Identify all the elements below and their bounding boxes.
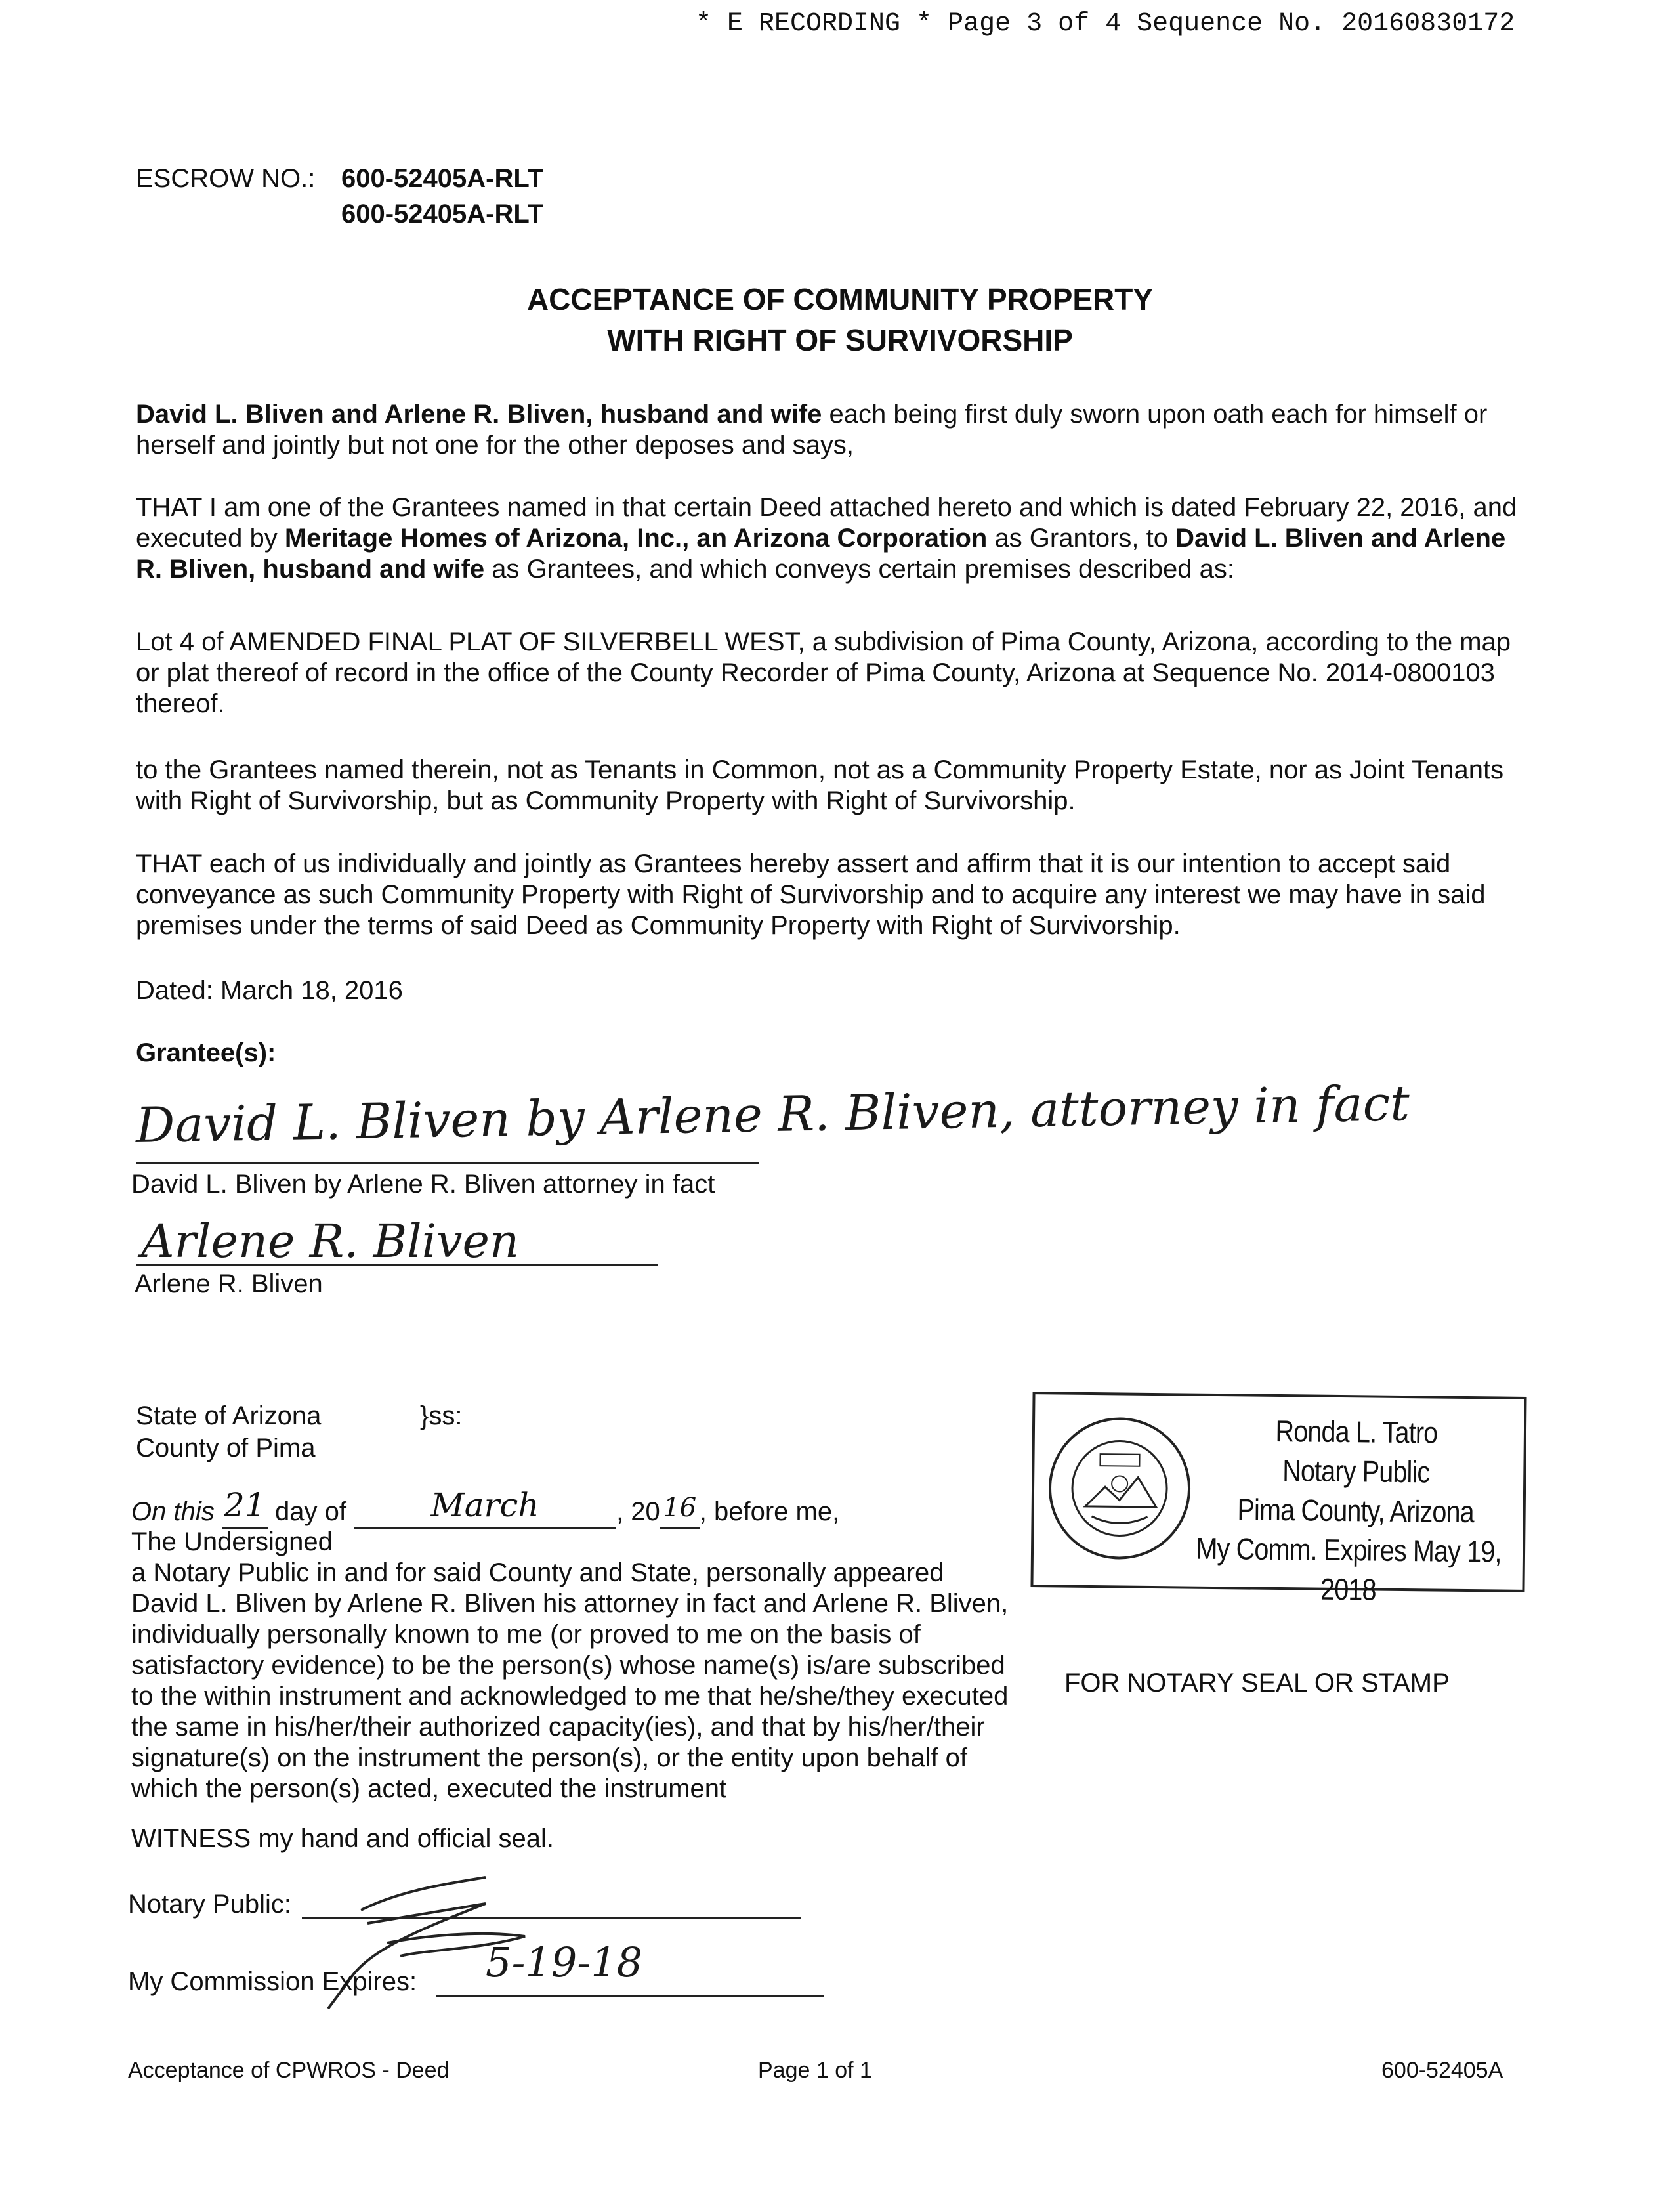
stamp-notary-county: Pima County, Arizona — [1237, 1492, 1475, 1529]
day-of-label: day of — [274, 1497, 346, 1526]
commission-expires-line — [436, 1995, 824, 1997]
deed-text-e: as Grantees, and which conveys certain premises described as: — [484, 555, 1234, 584]
signature-david-by-attorney: David L. Bliven by Arlene R. Bliven, attorney in fact — [135, 1075, 1410, 1154]
deed-text-a: THAT I am one of the Grantees named in that certain Deed attached hereto and which is dated February 22, 2016, and executed by — [136, 493, 1517, 553]
escrow-label: ESCROW NO.: — [136, 164, 316, 193]
notary-ss: }ss: — [420, 1401, 463, 1430]
paragraph-affirmation: THAT each of us individually and jointly as Grantees hereby assert and affirm that it is our intention to accept said conveyance as such Community Property with Right of Survivorship and to acquire any interest we may have in said premises under the terms of said Deed as Community Property with Right of Survivorship. — [136, 849, 1486, 940]
paragraph-tenancy: to the Grantees named therein, not as Tenants in Common, not as a Community Property Estate, nor as Joint Tenants with Right of Survivorship, but as Community Property with Right of Survivorship. — [136, 756, 1504, 815]
on-this-label: On this — [131, 1497, 215, 1526]
notary-witness: WITNESS my hand and official seal. — [131, 1824, 554, 1853]
signature-caption-1: David L. Bliven by Arlene R. Bliven attorney in fact — [131, 1170, 715, 1199]
notary-public-signature-line — [302, 1917, 801, 1919]
year-value: 16 — [663, 1493, 697, 1523]
paragraph-deed-reference — [136, 492, 1521, 585]
deponent-names: David L. Bliven and Arlene R. Bliven, husband and wife — [136, 400, 822, 429]
notary-stamp — [1030, 1392, 1526, 1607]
grantees-heading: Grantee(s): — [136, 1038, 276, 1067]
paragraph-legal-description: Lot 4 of AMENDED FINAL PLAT OF SILVERBELL WEST, a subdivision of Pima County, Arizona, according to the map or plat thereof of record in the office of the County Recorder of Pima County, Arizona at Sequence No. 2014-0800103 thereof. — [136, 628, 1511, 718]
escrow-number-2: 600-52405A-RLT — [341, 200, 544, 228]
stamp-commission-expires: My Comm. Expires May 19, 2018 — [1196, 1531, 1502, 1607]
month-blank — [354, 1486, 616, 1529]
stamp-caption: FOR NOTARY SEAL OR STAMP — [1064, 1669, 1450, 1697]
notary-acknowledgment-body: a Notary Public in and for said County and State, personally appeared David L. Bliven by Arlene R. Bliven his attorney in fact and Arlene R. Bliven, individually personally known to me (or proved to me on the basis of satisfactory evidence) to be the person(s) whose name(s) is/are subscribed to the within instrument and acknowledged to me that he/she/they executed the same in his/her/their authorized capacity(ies), and that by his/her/their signature(s) on the instrument the person(s), or the entity upon behalf of which the person(s) acted, executed the instrument — [131, 1558, 1009, 1803]
signature-line-2 — [136, 1264, 658, 1266]
grantee-names: David L. Bliven and Arlene R. Bliven, husband and wife — [136, 524, 1506, 584]
notary-public-label: Notary Public: — [128, 1890, 291, 1919]
footer-document-name: Acceptance of CPWROS - Deed — [128, 2058, 450, 2083]
notary-undersigned: The Undersigned — [131, 1527, 333, 1556]
day-blank — [222, 1486, 268, 1529]
paragraph-deponents — [136, 399, 1521, 461]
year-blank — [660, 1493, 700, 1529]
deed-text-c: as Grantors, to — [987, 524, 1176, 553]
month-value: March — [430, 1486, 539, 1524]
signature-arlene: Arlene R. Bliven — [141, 1214, 520, 1268]
document-title-line-1: ACCEPTANCE OF COMMUNITY PROPERTY — [526, 282, 1154, 316]
year-prefix: , 20 — [616, 1497, 660, 1526]
footer-escrow-ref: 600-52405A — [1381, 2058, 1503, 2083]
commission-expires-label: My Commission Expires: — [128, 1967, 417, 1996]
day-value: 21 — [224, 1486, 266, 1524]
notary-state: State of Arizona — [136, 1401, 322, 1430]
commission-expires-value: 5-19-18 — [486, 1938, 643, 1986]
signature-caption-2: Arlene R. Bliven — [135, 1269, 323, 1298]
grantor-name: Meritage Homes of Arizona, Inc., an Arizona Corporation — [284, 524, 988, 553]
deponent-oath-text: each being first duly sworn upon oath each for himself or herself and jointly but not one for the other deposes and says, — [136, 400, 1488, 459]
stamp-notary-name: Ronda L. Tatro — [1275, 1413, 1438, 1450]
arizona-state-seal-icon — [1045, 1414, 1194, 1563]
signature-line-1 — [136, 1162, 759, 1164]
footer-page-number: Page 1 of 1 — [758, 2058, 872, 2083]
recording-banner: * E RECORDING * Page 3 of 4 Sequence No. 20160830172 — [696, 9, 1515, 39]
document-title-line-2: WITH RIGHT OF SURVIVORSHIP — [607, 323, 1073, 357]
before-me-label: , before me, — [699, 1497, 840, 1526]
escrow-number-1: 600-52405A-RLT — [341, 164, 544, 193]
dated-line: Dated: March 18, 2016 — [136, 976, 403, 1005]
stamp-notary-title: Notary Public — [1282, 1453, 1430, 1489]
notary-county: County of Pima — [136, 1434, 316, 1462]
notary-date-line — [131, 1486, 840, 1529]
